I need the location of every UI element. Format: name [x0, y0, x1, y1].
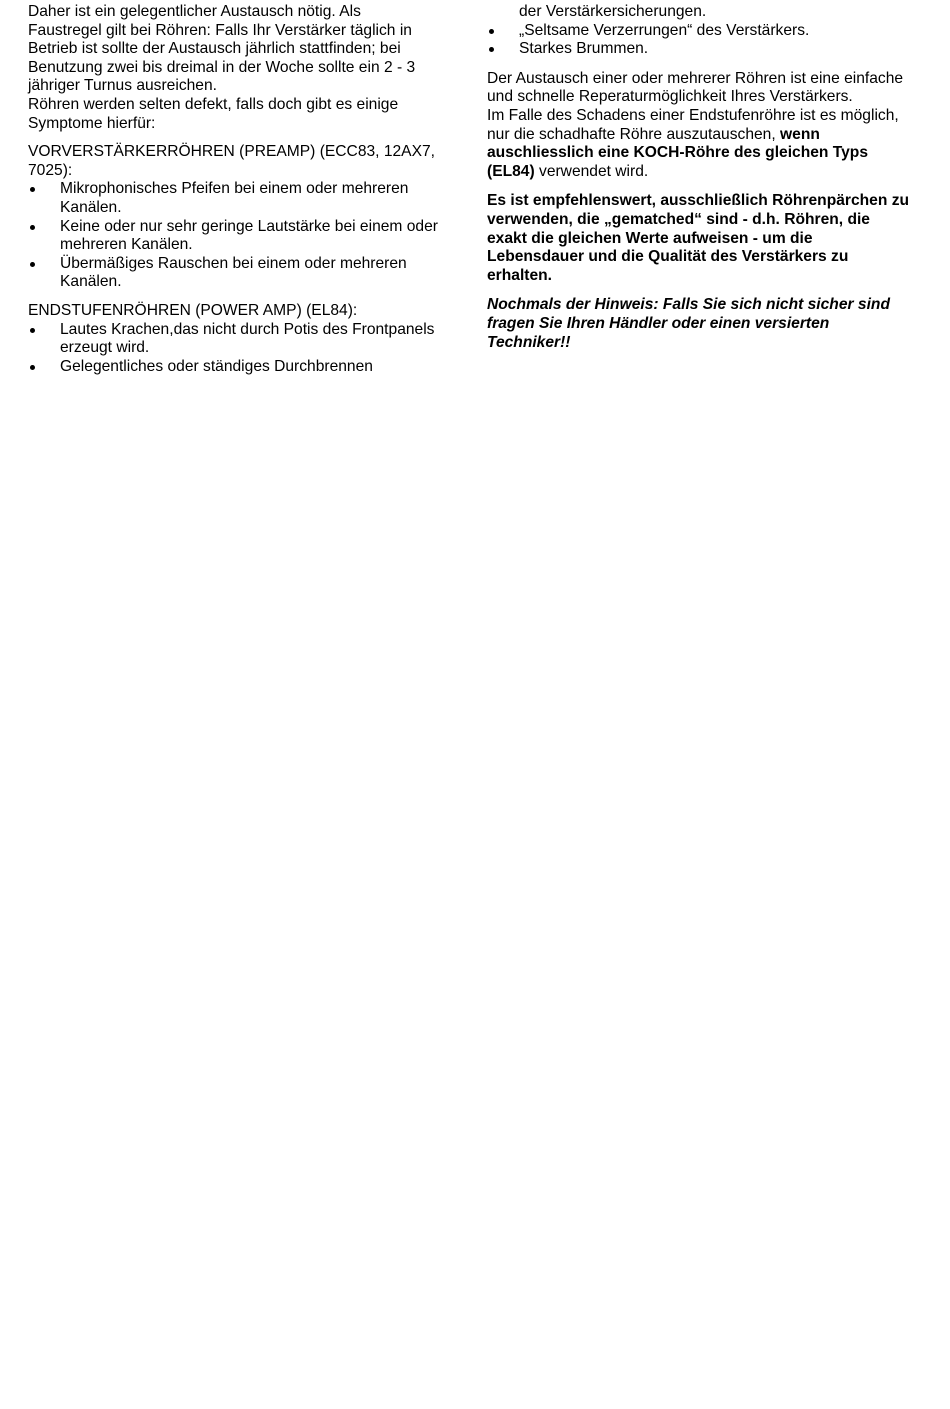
preamp-symptom-list [28, 180, 438, 292]
final-note: Nochmals der Hinweis: Falls Sie sich nicht sicher sind fragen Sie Ihren Händler oder einen versierten Techniker!! [487, 296, 890, 351]
left-column [28, 3, 438, 376]
poweramp-symptom-list [28, 321, 438, 377]
intro-paragraph: Daher ist ein gelegentlicher Austausch nötig. Als Faustregel gilt bei Röhren: Falls Ihr Verstärker täglich in Betrieb ist sollte der Austausch jährlich stattfinden; bei Benutzung zwei bis dreimal in der Woche sollte ein 2 - 3 jähriger Turnus ausreichen. [28, 3, 416, 95]
list-item: Übermäßiges Rauschen bei einem oder mehreren Kanälen. [60, 254, 407, 291]
list-item: Starkes Brummen. [519, 40, 649, 58]
list-item: Gelegentliches oder ständiges Durchbrennen [60, 357, 373, 375]
power-tube-paragraph: Im Falle des Schadens einer Endstufenröhre ist es möglich, nur die schadhafte Röhre auszutauschen, wenn auschliesslich eine KOCH-Röhre des gleichen Typs (EL84) verwendet wird. [487, 106, 899, 180]
right-column [487, 3, 912, 352]
replace-paragraph: Der Austausch einer oder mehrerer Röhren ist eine einfache und schnelle Reperaturmöglichkeit Ihres Verstärkers. [487, 69, 904, 106]
poweramp-heading: ENDSTUFENRÖHREN (POWER AMP) (EL84): [28, 301, 358, 319]
matched-pairs-paragraph: Es ist empfehlenswert, ausschließlich Röhrenpärchen zu verwenden, die „gematched“ sind - d.h. Röhren, die exakt die gleichen Werte aufweisen - um die Lebensdauer und die Qualität des Verstärkers zu erhalten. [487, 192, 910, 284]
list-item: Keine oder nur sehr geringe Lautstärke bei einem oder mehreren Kanälen. [60, 217, 438, 254]
list-item: „Seltsame Verzerrungen“ des Verstärkers. [519, 21, 810, 39]
preamp-heading: VORVERSTÄRKERRÖHREN (PREAMP) (ECC83, 12AX7, 7025): [28, 143, 435, 179]
poweramp-symptom-list-continued [487, 22, 912, 59]
continued-list-item: der Verstärkersicherungen. [519, 3, 707, 20]
list-item: Mikrophonisches Pfeifen bei einem oder mehreren Kanälen. [60, 180, 409, 216]
symptoms-intro: Röhren werden selten defekt, falls doch gibt es einige Symptome hierfür: [28, 95, 399, 132]
list-item: Lautes Krachen,das nicht durch Potis des Frontpanels erzeugt wird. [60, 320, 435, 357]
power-tube-bold: wenn auschliesslich eine KOCH-Röhre des gleichen Typs (EL84) [487, 125, 869, 180]
